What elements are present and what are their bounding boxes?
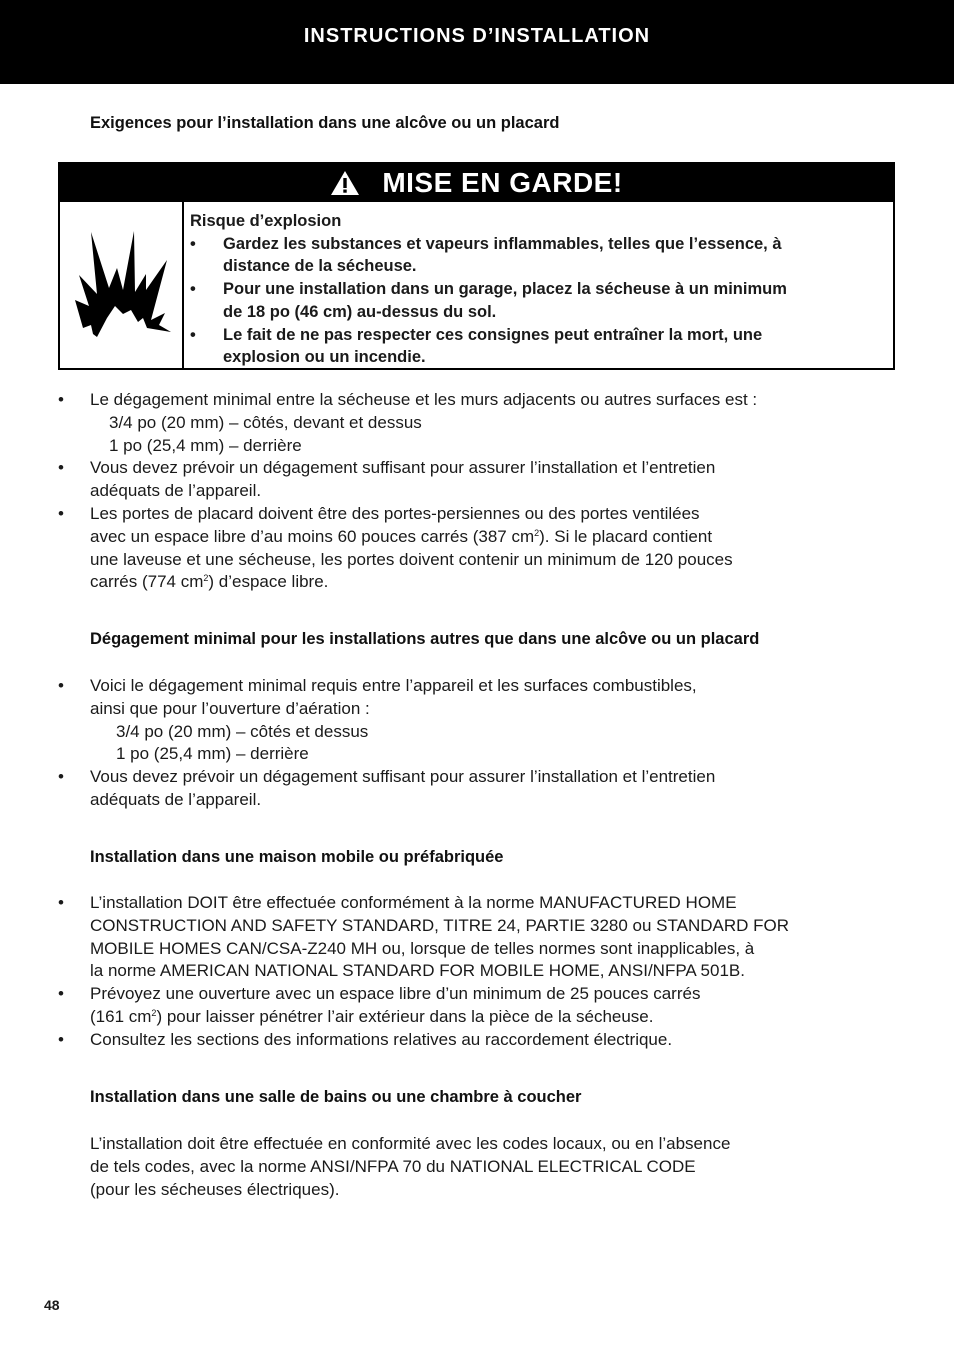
warning-subtitle: Risque d’explosion [190, 212, 342, 230]
list-item [58, 983, 908, 1029]
list-item [58, 1029, 908, 1052]
warning-bullet-line: Le fait de ne pas respecter ces consignes peut entraîner la mort, une [223, 325, 763, 344]
list-item [58, 389, 908, 457]
bullet-dot: • [58, 458, 64, 478]
list-text: MOBILE HOMES CAN/CSA-Z240 MH ou, lorsque de telles normes sont inapplicables, à [90, 938, 755, 958]
paragraph-line: de tels codes, avec la norme ANSI/NFPA 70 du NATIONAL ELECTRICAL CODE [90, 1156, 696, 1176]
list-item [58, 457, 908, 503]
mobile-home-bullet-list [58, 892, 908, 1052]
section-heading-mobile-home: Installation dans une maison mobile ou préfabriquée [90, 848, 504, 866]
list-text: Consultez les sections des informations relatives au raccordement électrique. [90, 1029, 673, 1049]
bullet-dot: • [58, 1029, 64, 1049]
warning-bullet-line: Gardez les substances et vapeurs inflammables, telles que l’essence, à [223, 234, 782, 253]
header-bar [0, 0, 954, 84]
list-item [58, 766, 908, 812]
list-item [58, 503, 908, 594]
non-alcove-bullet-list [58, 675, 908, 812]
warning-box [58, 162, 895, 370]
warning-header [60, 164, 893, 202]
warning-body [60, 202, 893, 368]
list-text: Voici le dégagement minimal requis entre l’appareil et les surfaces combustibles, [90, 676, 697, 695]
list-text: Vous devez prévoir un dégagement suffisant pour assurer l’installation et l’entretien [90, 458, 716, 478]
explosion-icon [71, 230, 171, 340]
list-text: adéquats de l’appareil. [90, 789, 262, 809]
bullet-dot: • [58, 676, 64, 695]
list-text: ainsi que pour l’ouverture d’aération : [90, 698, 370, 718]
list-text: avec un espace libre d’au moins 60 pouces carrés (387 $cm^2$). Si le placard contient [90, 526, 713, 546]
list-text: CONSTRUCTION AND SAFETY STANDARD, TITRE 24, PARTIE 3280 ou STANDARD FOR [90, 915, 790, 935]
warning-bullet [190, 233, 787, 278]
list-text: Vous devez prévoir un dégagement suffisant pour assurer l’installation et l’entretien [90, 767, 716, 787]
bullet-dot: • [190, 325, 196, 344]
warning-bullet-line: explosion ou un incendie. [223, 348, 426, 367]
bullet-dot: • [58, 767, 64, 787]
page-title: INSTRUCTIONS D’INSTALLATION [303, 24, 651, 47]
bullet-dot: • [58, 503, 64, 523]
section-heading-alcove: Exigences pour l’installation dans une alcôve ou un placard [90, 114, 560, 132]
list-text: adéquats de l’appareil. [90, 481, 262, 501]
clearance-line: 3/4 po (20 mm) – côtés et dessus [116, 721, 369, 741]
clearance-line: 3/4 po (20 mm) – côtés, devant et dessus [109, 412, 422, 432]
warning-triangle-icon [330, 170, 360, 196]
paragraph-line: L’installation doit être effectuée en conformité avec les codes locaux, ou en l’absence [90, 1134, 731, 1153]
section-heading-non-alcove: Dégagement minimal pour les installations autres que dans une alcôve ou un placard [90, 630, 760, 648]
paragraph-line: (pour les sécheuses électriques). [90, 1179, 340, 1199]
bullet-dot: • [58, 390, 64, 409]
warning-bullet-line: distance de la sécheuse. [223, 257, 417, 276]
bullet-dot: • [190, 280, 196, 299]
list-text: Prévoyez une ouverture avec un espace libre d’un minimum de 25 pouces carrés [90, 984, 701, 1004]
section-heading-bathroom: Installation dans une salle de bains ou une chambre à coucher [90, 1088, 582, 1106]
list-text: une laveuse et une sécheuse, les portes doivent contenir un minimum de 120 pouces [90, 549, 733, 569]
list-text: (161 $cm^2$) pour laisser pénétrer l’air extérieur dans la pièce de la sécheuse. [90, 1006, 654, 1026]
warning-title: MISE EN GARDE! [382, 167, 623, 198]
warning-bullet [190, 324, 787, 369]
warning-bullet-line: Pour une installation dans un garage, placez la sécheuse à un minimum [223, 280, 787, 299]
list-text: carrés (774 $cm^2$) d’espace libre. [90, 572, 329, 592]
list-text: Les portes de placard doivent être des portes-persiennes ou des portes ventilées [90, 503, 700, 523]
warning-icon-cell [60, 202, 184, 368]
list-text: L’installation DOIT être effectuée conformément à la norme MANUFACTURED HOME [90, 893, 737, 912]
list-text: la norme AMERICAN NATIONAL STANDARD FOR MOBILE HOME, ANSI/NFPA 501B. [90, 961, 745, 981]
page-number: 48 [44, 1297, 60, 1313]
list-text: Le dégagement minimal entre la sécheuse et les murs adjacents ou autres surfaces est : [90, 390, 758, 409]
bullet-dot: • [58, 984, 64, 1004]
clearance-line: 1 po (25,4 mm) – derrière [109, 435, 302, 455]
bullet-dot: • [190, 234, 196, 253]
bullet-dot: • [58, 893, 64, 912]
clearance-line: 1 po (25,4 mm) – derrière [116, 744, 309, 764]
warning-bullet [190, 278, 787, 323]
list-item [58, 892, 908, 983]
warning-text [184, 202, 797, 368]
bathroom-paragraph [90, 1133, 890, 1201]
alcove-bullet-list [58, 389, 908, 594]
warning-bullet-line: de 18 po (46 cm) au-dessus du sol. [223, 302, 497, 321]
list-item [58, 675, 908, 766]
